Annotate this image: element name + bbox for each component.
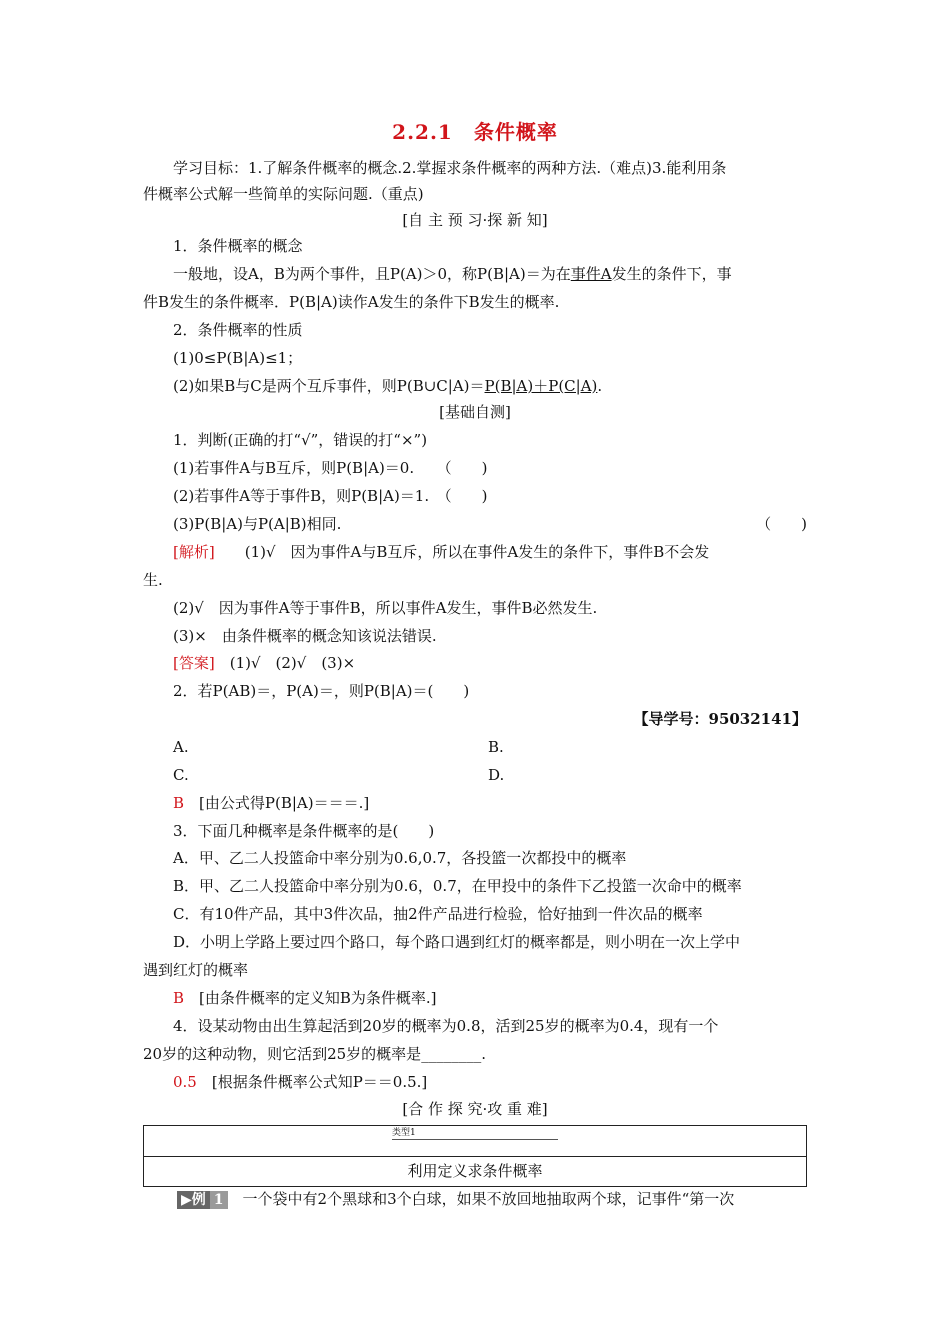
q3-option-d-line2: 遇到红灯的概率 [143,961,249,979]
answer-tag: [答案] [173,654,215,672]
properties-heading: 2．条件概率的性质 [173,321,303,339]
q4-answer-value: 0.5 [173,1073,197,1091]
preview-section-header: [自 主 预 习·探 新 知] [402,211,548,229]
analysis-1: (1)√ 因为事件A与B互斥，所以在事件A发生的条件下，事件B不会发 [214,543,710,561]
q4-text-a: 20岁的这种动物，则它活到25岁的概率是 [143,1045,422,1063]
q4-answer-text: [根据条件概率公式知P＝＝0.5.] [196,1073,428,1091]
q4-text-b: . [481,1045,486,1063]
q2-option-b: B. [488,738,504,756]
property-1: (1)0≤P(B|A)≤1； [173,349,303,367]
property-2 [173,376,602,396]
q2-option-c: C. [173,766,189,784]
q4-answer [173,1072,427,1092]
example-1 [177,1189,734,1209]
answer-text: (1)√ (2)√ (3)× [214,654,356,672]
q4-line1: 4．设某动物由出生算起活到20岁的概率为0.8，活到25岁的概率为0.4，现有一个 [173,1017,719,1035]
type-title: 利用定义求条件概率 [407,1162,543,1180]
objectives-line1: 学习目标：1.了解条件概率的概念.2.掌握求条件概率的两种方法.（难点)3.能利用条 [173,159,727,177]
type-tag: 类型1 [392,1127,558,1140]
q2-answer-text: [由公式得P(B|A)＝＝＝.] [184,794,370,812]
example-text: 一个袋中有2个黑球和3个白球，如果不放回地抽取两个球，记事件“第一次 [227,1190,735,1208]
q3-stem: 3．下面几种概率是条件概率的是( ) [173,822,435,840]
type-box [143,1125,807,1187]
concept-text-a: 一般地，设A，B为两个事件，且P(A)＞0，称P(B|A)＝为在 [173,265,571,283]
property-2-underlined-answer: P(B|A)＋P(C|A) [484,377,598,395]
q4-line2 [143,1044,486,1064]
q2-option-d: D. [488,766,505,784]
q1-statement-1: (1)若事件A与B互斥，则P(B|A)＝0. （ ) [173,459,488,477]
property-2-text-a: (2)如果B与C是两个互斥事件，则P(B∪C|A)＝ [173,377,485,395]
concept-heading: 1．条件概率的概念 [173,237,303,255]
analysis-3: (3)× 由条件概率的概念知该说法错误. [173,627,437,645]
q2-answer [173,793,369,813]
concept-underlined-answer: 事件A [570,265,612,283]
q4-blank: ________ [421,1045,482,1063]
q1-answer [173,653,355,673]
page-title: 2.2.1 条件概率 [392,120,558,144]
analysis-2: (2)√ 因为事件A等于事件B，所以事件A发生，事件B必然发生. [173,599,598,617]
q3-option-d-line1: D．小明上学路上要过四个路口，每个路口遇到红灯的概率都是，则小明在一次上学中 [173,933,741,951]
q3-option-a: A．甲、乙二人投篮命中率分别为0.6,0.7，各投篮一次都投中的概率 [173,849,627,867]
q1-stem: 1．判断(正确的打“√”，错误的打“×”) [173,431,428,449]
q3-answer-text: [由条件概率的定义知B为条件概率.] [184,989,437,1007]
q1-analysis [173,542,709,562]
q1-statement-3: (3)P(B|A)与P(A|B)相同. [173,515,342,533]
example-number: 1 [210,1191,228,1209]
q2-stem: 2．若P(AB)＝，P(A)＝，则P(B|A)＝( ) [173,682,470,700]
q2-option-a: A. [173,738,189,756]
objectives-line2: 件概率公式解一些简单的实际问题.（重点) [143,185,424,203]
example-badge: ▶例 [177,1191,210,1209]
property-2-text-b: . [597,377,603,395]
concept-definition-line2: 件B发生的条件概率．P(B|A)读作A发生的条件下B发生的概率. [143,293,560,311]
q3-answer [173,988,437,1008]
guide-number: 【导学号：95032141】 [633,710,807,728]
q3-option-b: B．甲、乙二人投篮命中率分别为0.6，0.7，在甲投中的条件下乙投篮一次命中的概率 [173,877,742,895]
explore-section-header: [合 作 探 究·攻 重 难] [402,1100,548,1118]
analysis-1-continued: 生. [143,571,163,589]
concept-definition-line1 [173,264,732,284]
q1-statement-2: (2)若事件A等于事件B，则P(B|A)＝1. （ ) [173,487,488,505]
q1-statement-3-paren: （ ) [756,515,807,533]
q2-answer-letter: B [173,794,185,812]
q3-answer-letter: B [173,989,185,1007]
analysis-tag: [解析] [173,543,215,561]
concept-text-b: 发生的条件下，事 [611,265,732,283]
self-test-header: [基础自测] [439,403,511,421]
q3-option-c: C．有10件产品，其中3件次品，抽2件产品进行检验，恰好抽到一件次品的概率 [173,905,703,923]
